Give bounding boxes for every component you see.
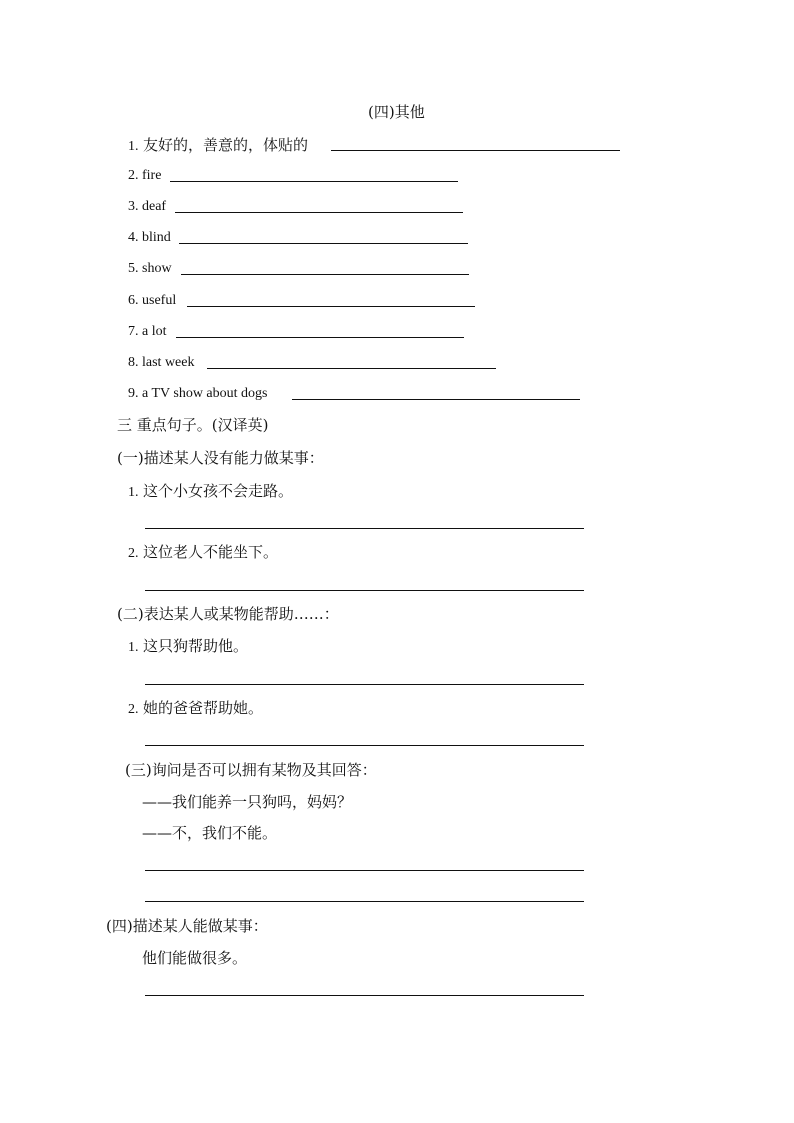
item-number: 4. [128, 230, 139, 245]
item-text: blind [142, 230, 171, 245]
item-number: 2. [128, 546, 139, 561]
answer-blank[interactable] [179, 243, 468, 244]
item-number: 8. [128, 355, 139, 370]
item-text: 友好的，善意的，体贴的 [142, 136, 308, 154]
vocab-item [128, 136, 308, 156]
vocab-item [128, 354, 194, 372]
item-number: 1. [128, 640, 139, 655]
item-number: 5. [128, 261, 139, 276]
answer-line[interactable] [145, 995, 584, 996]
answer-blank[interactable] [292, 399, 580, 400]
dialogue-line: ——我们能养一只狗吗，妈妈？ [142, 793, 353, 811]
item-text: 这只狗帮助他。 [142, 637, 248, 655]
item-text: last week [142, 355, 195, 370]
vocab-item [128, 260, 172, 278]
dialogue-line: ——不，我们不能。 [142, 824, 278, 842]
item-text: 这位老人不能坐下。 [142, 543, 278, 561]
sentence-line: 他们能做很多。 [142, 949, 248, 967]
item-text: useful [142, 293, 177, 308]
answer-blank[interactable] [181, 274, 469, 275]
answer-blank[interactable] [331, 150, 620, 151]
sentence-item [128, 543, 278, 563]
item-number: 7. [128, 324, 139, 339]
vocab-item [128, 229, 171, 247]
vocab-item [128, 167, 161, 185]
answer-blank[interactable] [175, 212, 463, 213]
section-title: (四)其他 [368, 103, 425, 121]
item-text: a lot [142, 324, 167, 339]
vocab-item [128, 198, 166, 216]
group3-title: (三)询问是否可以拥有某物及其回答： [125, 761, 377, 779]
item-number: 6. [128, 293, 139, 308]
sentence-item [128, 699, 263, 719]
item-number: 2. [128, 702, 139, 717]
item-number: 1. [128, 139, 139, 154]
part3-heading: 三 重点句子。(汉译英) [117, 416, 269, 434]
item-text: 她的爸爸帮助她。 [142, 699, 263, 717]
sentence-item [128, 637, 248, 657]
group2-title: (二)表达某人或某物能帮助……： [117, 605, 339, 623]
sentence-item [128, 482, 293, 502]
vocab-item [128, 385, 267, 403]
item-text: 这个小女孩不会走路。 [142, 482, 293, 500]
answer-blank[interactable] [187, 306, 475, 307]
answer-line[interactable] [145, 901, 584, 902]
answer-line[interactable] [145, 684, 584, 685]
answer-blank[interactable] [176, 337, 464, 338]
answer-blank[interactable] [170, 181, 458, 182]
answer-line[interactable] [145, 870, 584, 871]
answer-line[interactable] [145, 590, 584, 591]
group4-title: (四)描述某人能做某事： [106, 917, 268, 935]
answer-line[interactable] [145, 528, 584, 529]
group1-title: (一)描述某人没有能力做某事： [117, 449, 324, 467]
item-number: 3. [128, 199, 139, 214]
vocab-item [128, 323, 167, 341]
item-text: show [142, 261, 172, 276]
vocab-item [128, 292, 176, 310]
item-number: 1. [128, 485, 139, 500]
answer-blank[interactable] [207, 368, 496, 369]
item-number: 9. [128, 386, 139, 401]
item-number: 2. [128, 168, 139, 183]
item-text: a TV show about dogs [142, 386, 268, 401]
answer-line[interactable] [145, 745, 584, 746]
item-text: fire [142, 168, 162, 183]
item-text: deaf [142, 199, 167, 214]
